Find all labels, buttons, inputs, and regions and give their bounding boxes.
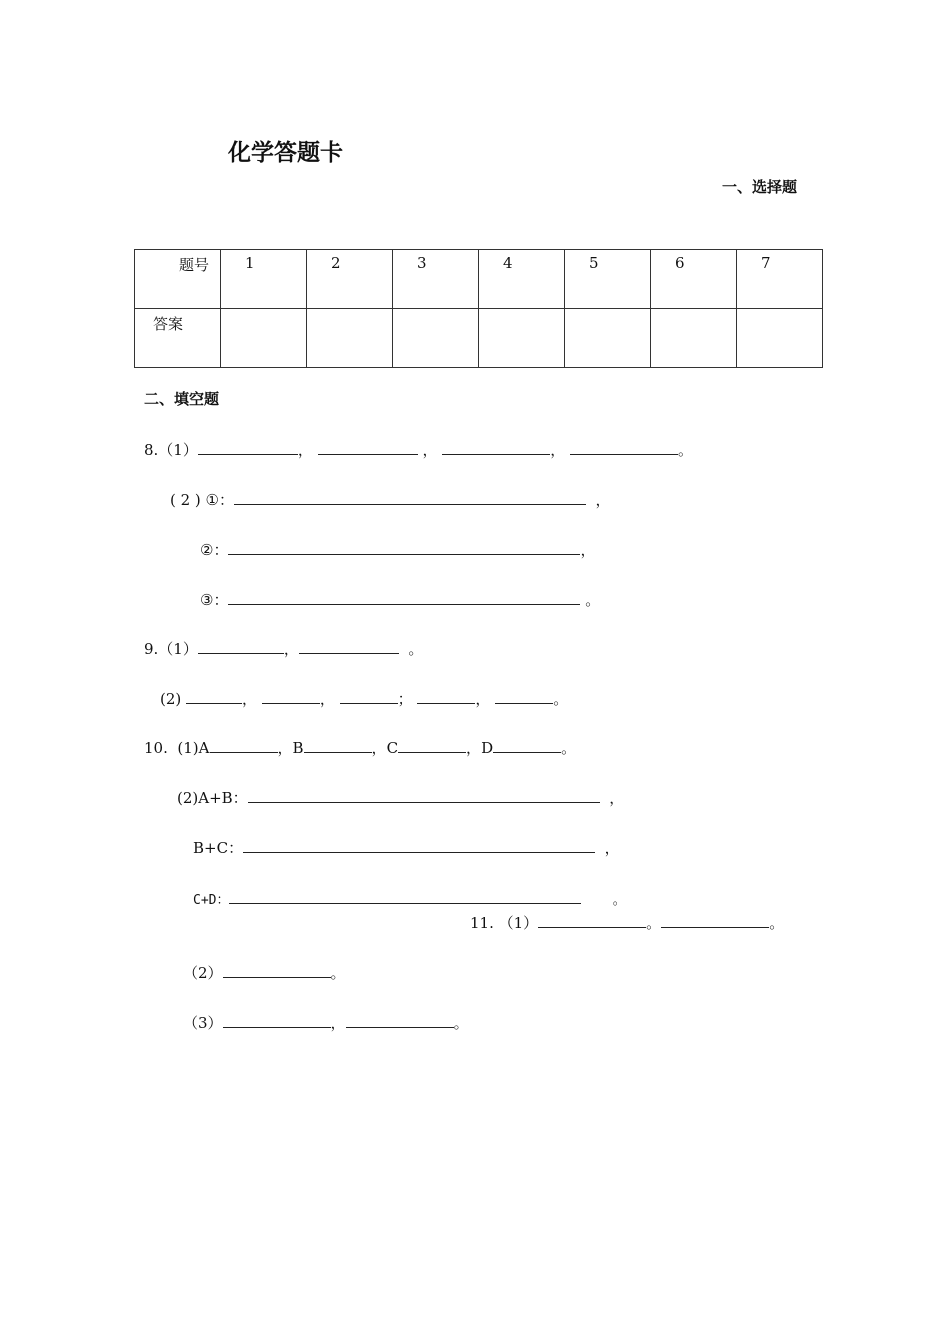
answer-cell[interactable] xyxy=(651,309,737,368)
q10-label: 10. xyxy=(144,739,168,757)
q11-sub2-label: （2） xyxy=(183,964,223,982)
answer-grid xyxy=(134,249,823,368)
blank[interactable] xyxy=(493,737,561,753)
comma: ， xyxy=(319,690,335,708)
q9-label: 9.（1） xyxy=(144,640,198,658)
answer-cell[interactable] xyxy=(221,309,307,368)
comma: ， xyxy=(475,690,491,708)
blank[interactable] xyxy=(442,439,550,455)
q10-part2-bc xyxy=(193,837,620,858)
blank[interactable] xyxy=(243,837,595,853)
comma: ， xyxy=(422,441,438,459)
answer-cell[interactable] xyxy=(307,309,393,368)
q11-part2 xyxy=(183,962,346,983)
q10-part1 xyxy=(144,737,576,758)
q8-part2-2 xyxy=(200,539,595,560)
question-number-cell: 2 xyxy=(307,250,393,309)
answer-cell[interactable] xyxy=(393,309,479,368)
blank[interactable] xyxy=(229,888,581,904)
section-heading-choice: 一、选择题 xyxy=(722,178,798,196)
blank[interactable] xyxy=(570,439,678,455)
answer-label-cell: 答案 xyxy=(135,309,221,368)
q11-part3 xyxy=(183,1012,469,1033)
period: 。 xyxy=(585,591,601,609)
blank[interactable] xyxy=(198,638,284,654)
q10-c-label: C xyxy=(386,739,399,757)
answer-cell[interactable] xyxy=(479,309,565,368)
header-label-cell: 题号 xyxy=(135,250,221,309)
q10-bc-label: B+C： xyxy=(193,839,244,857)
question-number-cell: 4 xyxy=(479,250,565,309)
blank[interactable] xyxy=(318,439,418,455)
period: 。 xyxy=(612,893,626,908)
question-number-cell: 5 xyxy=(565,250,651,309)
blank[interactable] xyxy=(223,1012,331,1028)
comma: ， xyxy=(277,739,293,757)
comma: ， xyxy=(595,491,611,509)
period: 。 xyxy=(553,690,569,708)
comma: ， xyxy=(242,690,258,708)
q10-a-label: (1)A xyxy=(177,739,210,757)
blank[interactable] xyxy=(186,688,242,704)
q9-part1 xyxy=(144,638,423,659)
blank[interactable] xyxy=(234,489,586,505)
q9-part2 xyxy=(160,688,568,709)
period: 。 xyxy=(330,964,346,982)
q8-sub3-label: ③： xyxy=(200,591,229,609)
q8-sub1-label: ( 2 ) ①： xyxy=(170,491,234,509)
period: 。 xyxy=(408,640,424,658)
table-row-answer xyxy=(135,309,823,368)
blank[interactable] xyxy=(198,439,298,455)
blank[interactable] xyxy=(210,737,278,753)
q10-part2-ab xyxy=(177,787,624,808)
answer-cell[interactable] xyxy=(737,309,823,368)
blank[interactable] xyxy=(661,912,769,928)
q8-part1 xyxy=(144,439,693,460)
blank[interactable] xyxy=(223,962,331,978)
blank[interactable] xyxy=(248,787,600,803)
question-number-cell: 3 xyxy=(393,250,479,309)
q8-sub2-label: ②： xyxy=(200,541,229,559)
comma: ， xyxy=(371,739,387,757)
comma: ， xyxy=(283,640,299,658)
period: 。 xyxy=(561,739,577,757)
q10-d-label: D xyxy=(481,739,494,757)
q11-part1 xyxy=(470,912,784,933)
question-number-cell: 1 xyxy=(221,250,307,309)
q10-cd-label: C+D： xyxy=(193,893,230,908)
blank[interactable] xyxy=(262,688,320,704)
blank[interactable] xyxy=(398,737,466,753)
blank[interactable] xyxy=(346,1012,454,1028)
q10-part2-cd xyxy=(193,888,626,908)
q9-sub-label: (2) xyxy=(160,690,182,708)
q8-part2-1 xyxy=(170,489,611,510)
answer-cell[interactable] xyxy=(565,309,651,368)
q8-label: 8.（1） xyxy=(144,441,198,459)
comma: ， xyxy=(609,789,625,807)
blank[interactable] xyxy=(340,688,398,704)
question-number-cell: 7 xyxy=(737,250,823,309)
semicolon: ； xyxy=(397,690,413,708)
blank[interactable] xyxy=(299,638,399,654)
q11-sub3-label: （3） xyxy=(183,1014,223,1032)
blank[interactable] xyxy=(495,688,553,704)
q8-part2-3 xyxy=(200,589,600,610)
blank[interactable] xyxy=(538,912,646,928)
comma: ， xyxy=(550,441,566,459)
q11-label: 11. （1） xyxy=(470,914,539,932)
section-heading-fill: 二、填空题 xyxy=(144,390,220,408)
comma: ， xyxy=(330,1014,346,1032)
period: 。 xyxy=(453,1014,469,1032)
comma: ， xyxy=(604,839,620,857)
blank[interactable] xyxy=(228,539,580,555)
period: 。 xyxy=(678,441,694,459)
blank[interactable] xyxy=(417,688,475,704)
blank[interactable] xyxy=(228,589,580,605)
comma: ， xyxy=(466,739,482,757)
blank[interactable] xyxy=(304,737,372,753)
page-title: 化学答题卡 xyxy=(228,140,343,166)
comma: ， xyxy=(297,441,313,459)
comma: ， xyxy=(580,541,596,559)
period: 。 xyxy=(646,914,662,932)
q10-ab-label: (2)A+B： xyxy=(177,789,248,807)
question-number-cell: 6 xyxy=(651,250,737,309)
period: 。 xyxy=(769,914,785,932)
q10-b-label: B xyxy=(292,739,304,757)
table-row-header xyxy=(135,250,823,309)
